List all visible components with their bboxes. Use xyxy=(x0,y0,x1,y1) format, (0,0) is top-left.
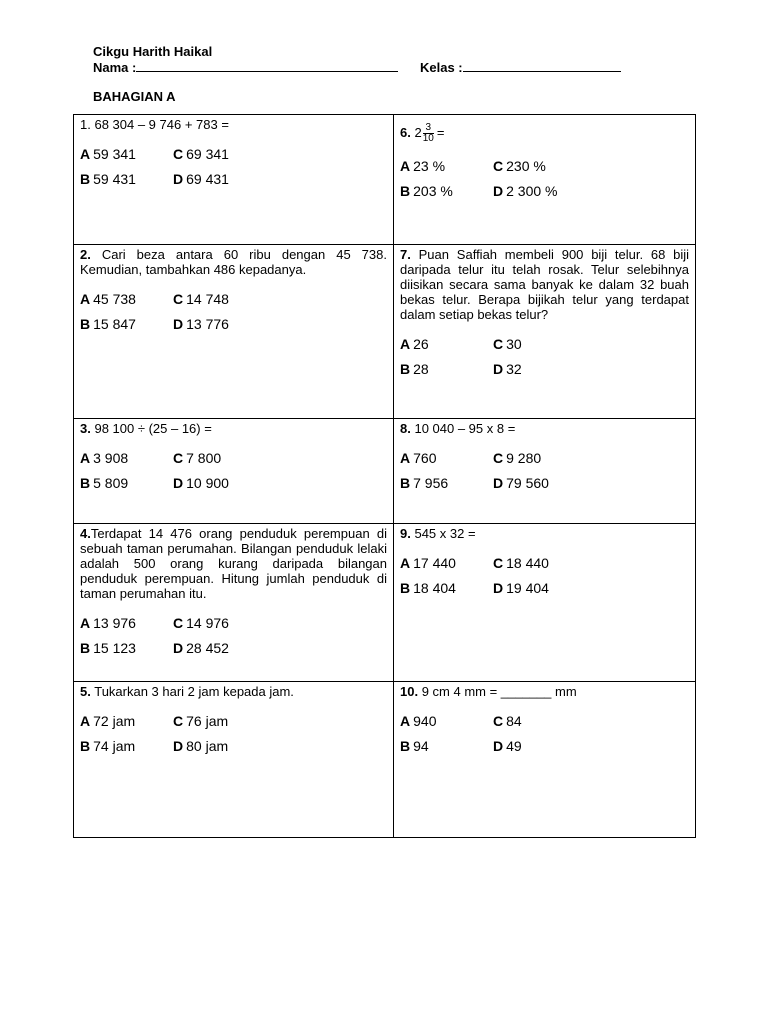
option-row xyxy=(400,576,689,601)
answer-option[interactable] xyxy=(493,362,586,377)
options xyxy=(400,154,689,204)
option-letter: C xyxy=(493,336,504,352)
options xyxy=(80,446,387,496)
question-number: 8. xyxy=(400,421,411,436)
option-letter: C xyxy=(493,158,504,174)
answer-option[interactable] xyxy=(400,739,493,754)
question-number: 6. xyxy=(400,124,411,140)
question-7 xyxy=(394,245,696,419)
question-text: 68 304 – 9 746 + 783 = xyxy=(94,117,229,132)
option-row xyxy=(400,709,689,734)
option-letter: B xyxy=(400,183,411,199)
question-number: 4. xyxy=(80,526,91,541)
option-letter: B xyxy=(400,580,411,596)
option-letter: A xyxy=(400,713,411,729)
question-text: Cari beza antara 60 ribu dengan 45 738. Kemudian, tambahkan 486 kepadanya. xyxy=(80,247,387,277)
name-blank[interactable] xyxy=(136,60,398,72)
question-text: 9 cm 4 mm = _______ mm xyxy=(421,684,577,699)
option-value: 59 341 xyxy=(93,146,136,162)
question-text: Terdapat 14 476 orang penduduk perempuan di sebuah taman perumahan. Bilangan penduduk lelaki adalah 500 orang kurang daripada bilangan penduduk perempuan. Hitung jumlah penduduk di taman perumahan itu. xyxy=(80,526,387,601)
option-row xyxy=(80,167,387,192)
option-value: 3 908 xyxy=(93,450,129,466)
option-row xyxy=(400,734,689,759)
option-value: 23 % xyxy=(413,158,446,174)
answer-option[interactable] xyxy=(493,337,586,352)
option-letter: A xyxy=(80,615,91,631)
option-row xyxy=(400,179,689,204)
answer-option[interactable] xyxy=(173,641,266,656)
answer-option[interactable] xyxy=(400,556,493,571)
question-table xyxy=(73,114,696,838)
options xyxy=(80,287,387,337)
options xyxy=(80,142,387,192)
option-value: 203 % xyxy=(413,183,453,199)
answer-option[interactable] xyxy=(80,317,173,332)
option-letter: A xyxy=(80,450,91,466)
option-value: 69 341 xyxy=(186,146,229,162)
option-row xyxy=(400,332,689,357)
answer-option[interactable] xyxy=(80,292,173,307)
name-label: Nama : xyxy=(93,60,137,75)
option-value: 18 440 xyxy=(506,555,549,571)
option-value: 19 404 xyxy=(506,580,549,596)
option-value: 94 xyxy=(413,738,429,754)
option-value: 17 440 xyxy=(413,555,456,571)
option-letter: B xyxy=(400,738,411,754)
answer-option[interactable] xyxy=(173,451,266,466)
fraction xyxy=(423,123,434,144)
option-value: 15 123 xyxy=(93,640,136,656)
option-value: 5 809 xyxy=(93,475,129,491)
options xyxy=(400,709,689,759)
option-row xyxy=(400,446,689,471)
answer-option[interactable] xyxy=(80,739,173,754)
option-letter: C xyxy=(173,450,184,466)
option-value: 76 jam xyxy=(186,713,229,729)
question-number: 2. xyxy=(80,247,91,262)
class-blank[interactable] xyxy=(463,60,621,72)
option-value: 26 xyxy=(413,336,429,352)
option-row xyxy=(80,709,387,734)
option-value: 940 xyxy=(413,713,437,729)
class-field[interactable] xyxy=(420,60,621,75)
question-text: 10 040 – 95 x 8 = xyxy=(414,421,516,436)
option-letter: B xyxy=(80,475,91,491)
answer-option[interactable] xyxy=(493,184,586,199)
option-row xyxy=(80,312,387,337)
answer-option[interactable] xyxy=(173,616,266,631)
option-letter: C xyxy=(493,450,504,466)
option-letter: D xyxy=(173,640,184,656)
question-number: 9. xyxy=(400,526,411,541)
option-row xyxy=(80,142,387,167)
answer-option[interactable] xyxy=(80,451,173,466)
options xyxy=(400,446,689,496)
option-row xyxy=(400,551,689,576)
option-value: 7 956 xyxy=(413,475,449,491)
answer-option[interactable] xyxy=(173,172,266,187)
question-6 xyxy=(394,115,696,245)
option-value: 2 300 % xyxy=(506,183,558,199)
option-value: 14 976 xyxy=(186,615,229,631)
answer-option[interactable] xyxy=(493,739,586,754)
option-letter: D xyxy=(493,183,504,199)
option-value: 49 xyxy=(506,738,522,754)
question-9 xyxy=(394,524,696,682)
question-10 xyxy=(394,682,696,838)
mixed-number-whole: 2 xyxy=(414,124,422,140)
answer-option[interactable] xyxy=(493,159,586,174)
option-row xyxy=(80,287,387,312)
fraction-denominator: 10 xyxy=(422,133,434,144)
option-letter: A xyxy=(400,555,411,571)
option-value: 28 452 xyxy=(186,640,229,656)
answer-option[interactable] xyxy=(80,714,173,729)
question-text: = xyxy=(436,124,445,140)
answer-option[interactable] xyxy=(400,337,493,352)
answer-option[interactable] xyxy=(80,476,173,491)
name-field[interactable] xyxy=(93,60,398,75)
option-value: 59 431 xyxy=(93,171,136,187)
option-letter: D xyxy=(493,738,504,754)
question-4 xyxy=(74,524,394,682)
question-number: 10. xyxy=(400,684,419,699)
option-letter: B xyxy=(400,361,411,377)
question-2 xyxy=(74,245,394,419)
option-value: 72 jam xyxy=(93,713,136,729)
question-number: 5. xyxy=(80,684,91,699)
answer-option[interactable] xyxy=(173,739,266,754)
option-letter: C xyxy=(173,713,184,729)
options xyxy=(80,611,387,661)
option-value: 30 xyxy=(506,336,522,352)
question-1 xyxy=(74,115,394,245)
option-letter: A xyxy=(400,158,411,174)
option-letter: B xyxy=(80,640,91,656)
option-value: 32 xyxy=(506,361,522,377)
option-letter: B xyxy=(80,171,91,187)
option-value: 28 xyxy=(413,361,429,377)
options xyxy=(400,551,689,601)
answer-option[interactable] xyxy=(400,362,493,377)
question-text: Puan Saffiah membeli 900 biji telur. 68 biji daripada telur itu telah rosak. Telur selebihnya diisikan secara sama banyak ke dalam 32 buah bekas telur. Berapa bijikah telur yang terdapat dalam setiap bekas telur? xyxy=(400,247,689,322)
option-row xyxy=(80,471,387,496)
answer-option[interactable] xyxy=(173,714,266,729)
option-letter: D xyxy=(493,475,504,491)
question-number: 1. xyxy=(80,117,91,132)
option-letter: B xyxy=(80,316,91,332)
option-row xyxy=(80,611,387,636)
answer-option[interactable] xyxy=(80,641,173,656)
option-value: 14 748 xyxy=(186,291,229,307)
option-letter: B xyxy=(400,475,411,491)
option-letter: C xyxy=(173,146,184,162)
option-letter: A xyxy=(400,336,411,352)
option-value: 18 404 xyxy=(413,580,456,596)
option-value: 13 976 xyxy=(93,615,136,631)
option-letter: A xyxy=(400,450,411,466)
option-value: 45 738 xyxy=(93,291,136,307)
question-text: 545 x 32 = xyxy=(414,526,476,541)
answer-option[interactable] xyxy=(400,581,493,596)
answer-option[interactable] xyxy=(400,714,493,729)
option-value: 10 900 xyxy=(186,475,229,491)
option-letter: D xyxy=(493,580,504,596)
option-letter: C xyxy=(493,713,504,729)
option-letter: A xyxy=(80,146,91,162)
question-3 xyxy=(74,419,394,524)
option-letter: D xyxy=(173,738,184,754)
option-value: 230 % xyxy=(506,158,546,174)
options xyxy=(80,709,387,759)
answer-option[interactable] xyxy=(400,451,493,466)
option-value: 74 jam xyxy=(93,738,136,754)
answer-option[interactable] xyxy=(493,714,586,729)
answer-option[interactable] xyxy=(173,317,266,332)
section-title: BAHAGIAN A xyxy=(93,89,176,104)
option-letter: A xyxy=(80,291,91,307)
option-value: 84 xyxy=(506,713,522,729)
fraction-numerator: 3 xyxy=(423,123,434,134)
option-row xyxy=(80,446,387,471)
option-letter: D xyxy=(173,171,184,187)
answer-option[interactable] xyxy=(493,556,586,571)
option-letter: A xyxy=(80,713,91,729)
teacher-name: Cikgu Harith Haikal xyxy=(93,44,213,59)
option-value: 760 xyxy=(413,450,437,466)
option-row xyxy=(80,636,387,661)
option-value: 79 560 xyxy=(506,475,549,491)
option-letter: C xyxy=(173,291,184,307)
question-text: 98 100 ÷ (25 – 16) = xyxy=(94,421,212,436)
answer-option[interactable] xyxy=(493,476,586,491)
question-text: Tukarkan 3 hari 2 jam kepada jam. xyxy=(94,684,294,699)
option-value: 15 847 xyxy=(93,316,136,332)
option-value: 7 800 xyxy=(186,450,222,466)
question-number: 3. xyxy=(80,421,91,436)
answer-option[interactable] xyxy=(173,476,266,491)
question-8 xyxy=(394,419,696,524)
class-label: Kelas : xyxy=(420,60,463,75)
answer-option[interactable] xyxy=(173,147,266,162)
option-letter: D xyxy=(173,316,184,332)
option-value: 80 jam xyxy=(186,738,229,754)
option-letter: D xyxy=(173,475,184,491)
options xyxy=(400,332,689,382)
answer-option[interactable] xyxy=(173,292,266,307)
answer-option[interactable] xyxy=(80,147,173,162)
answer-option[interactable] xyxy=(493,581,586,596)
answer-option[interactable] xyxy=(400,184,493,199)
option-row xyxy=(400,154,689,179)
question-5 xyxy=(74,682,394,838)
option-row xyxy=(400,357,689,382)
answer-option[interactable] xyxy=(400,159,493,174)
question-number: 7. xyxy=(400,247,411,262)
answer-option[interactable] xyxy=(493,451,586,466)
option-letter: D xyxy=(493,361,504,377)
option-value: 13 776 xyxy=(186,316,229,332)
option-row xyxy=(400,471,689,496)
option-letter: C xyxy=(173,615,184,631)
answer-option[interactable] xyxy=(400,476,493,491)
option-row xyxy=(80,734,387,759)
option-letter: B xyxy=(80,738,91,754)
option-letter: C xyxy=(493,555,504,571)
option-value: 69 431 xyxy=(186,171,229,187)
answer-option[interactable] xyxy=(80,616,173,631)
answer-option[interactable] xyxy=(80,172,173,187)
option-value: 9 280 xyxy=(506,450,542,466)
